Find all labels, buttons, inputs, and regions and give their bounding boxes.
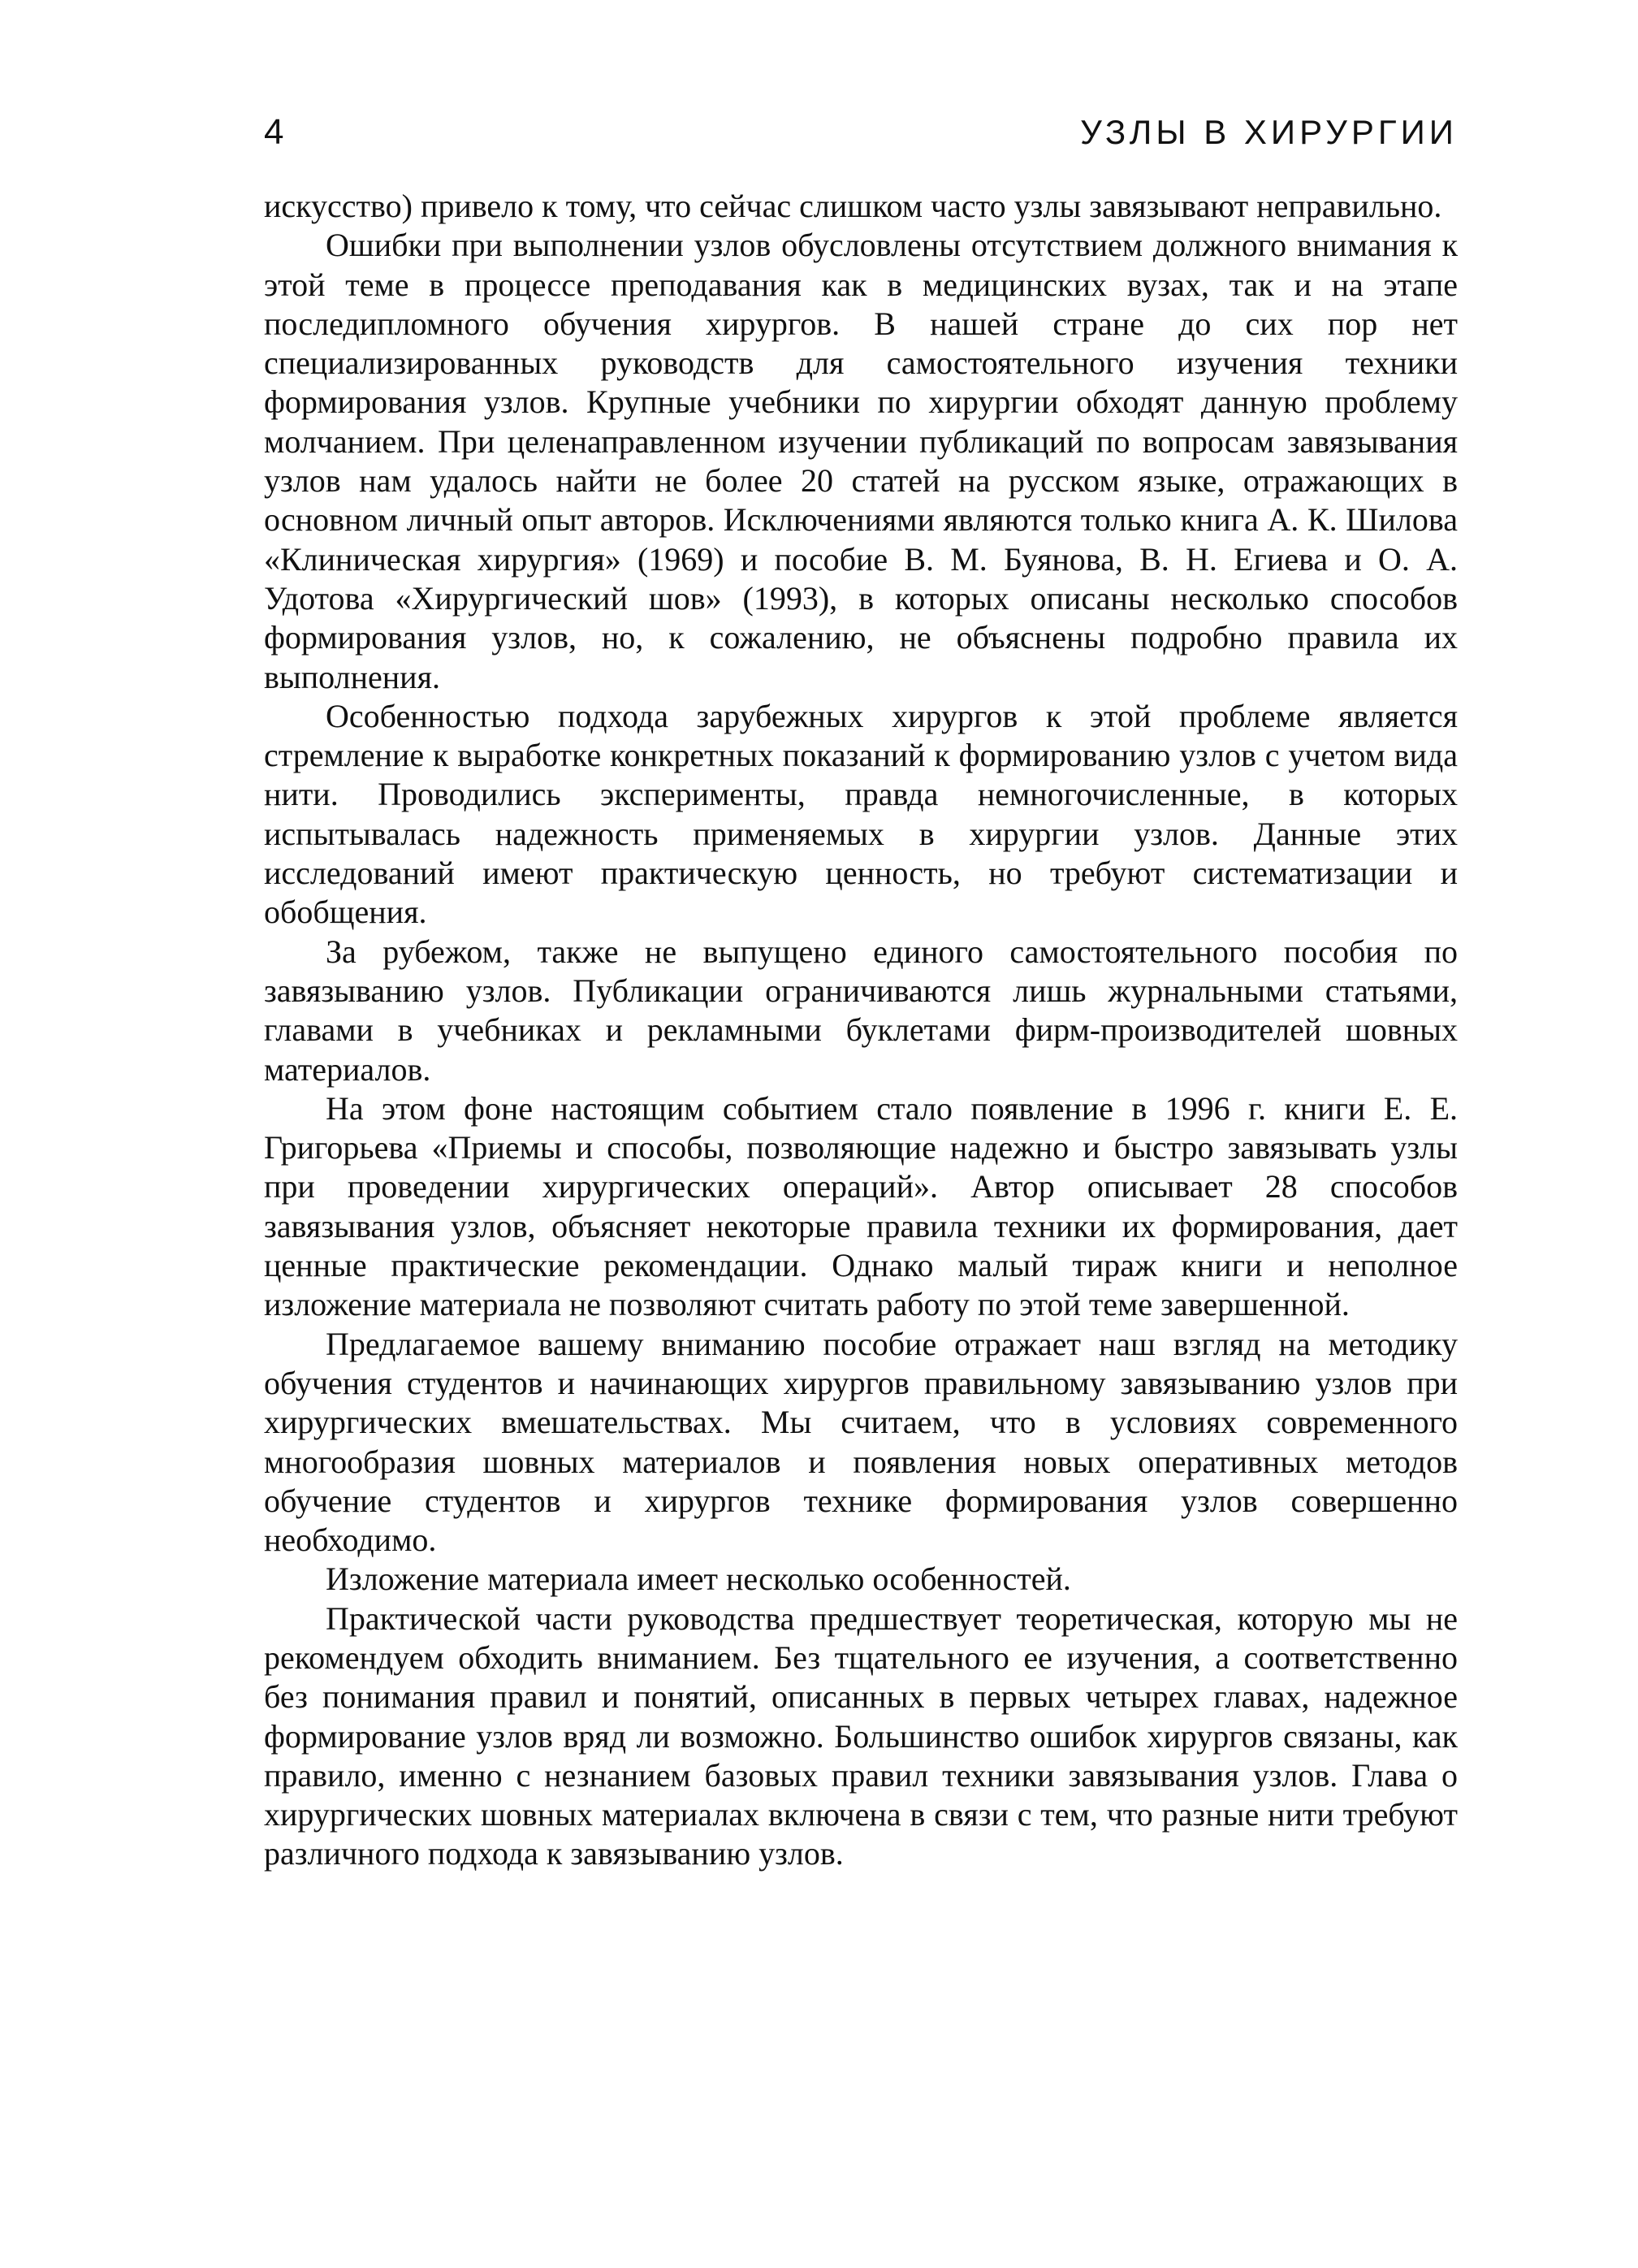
paragraph-continuation: искусство) привело к тому, что сейчас слишком часто узлы завязывают неправильно. <box>264 188 1442 224</box>
paragraph-foreign-publications: За рубежом, также не выпущено единого самостоятельного пособия по завязыванию узлов. Публикации ограничиваются лишь журнальными статьями, главами в учебниках и рекламными буклетами фирм-производителей шовных материалов. <box>264 933 1458 1088</box>
running-head <box>264 104 1458 161</box>
page-number: 4 <box>264 112 284 152</box>
paragraph-knot-errors: Ошибки при выполнении узлов обусловлены отсутствием должного внимания к этой теме в процессе преподавания как в медицинских вузах, так и на этапе последипломного обучения хирургов. В нашей стране до сих пор нет специализированных руководств для самостоятельного изучения техники формирования узлов. Крупные учебники по хирургии обходят данную проблему молчанием. При целенаправленном изучении публикаций по вопросам завязывания узлов нам удалось найти не более 20 статей на русском языке, отражающих в основном личный опыт авторов. Исключениями являются только книга А. К. Шилова «Клиническая хирургия» (1969) и пособие В. М. Буянова, В. Н. Егиева и О. А. Удотова «Хирургический шов» (1993), в которых описаны несколько способов формирования узлов, но, к сожалению, не объяснены подробно правила их выполнения. <box>264 227 1458 695</box>
paragraph-foreign-approach: Особенностью подхода зарубежных хирургов к этой проблеме является стремление к выработке конкретных показаний к формированию узлов с учетом вида нити. Проводились эксперименты, правда немногочисленные, в которых испытывалась надежность применяемых в хирургии узлов. Данные этих исследований имеют практическую ценность, но требуют систематизации и обобщения. <box>264 697 1458 931</box>
paragraph-theory-first: Практической части руководства предшествует теоретическая, которую мы не рекомендуем обходить вниманием. Без тщательного ее изучения, а соответственно без понимания правил и понятий, описанных в первых четырех главах, надежное формирование узлов вряд ли возможно. Большинство ошибок хирургов связаны, как правило, именно с незнанием базовых правил техники завязывания узлов. Глава о хирургических шовных материалах включена в связи с тем, что разные нити требуют различного подхода к завязыванию узлов. <box>264 1599 1458 1872</box>
paragraph-this-manual: Предлагаемое вашему вниманию пособие отражает наш взгляд на методику обучения студентов и начинающих хирургов правильному завязыванию узлов при хирургических вмешательствах. Мы считаем, что в условиях современного многообразия шовных материалов и появления новых оперативных методов обучение студентов и хирургов технике формирования узлов совершенно необходимо. <box>264 1325 1458 1559</box>
paragraph-features: Изложение материала имеет несколько особенностей. <box>326 1560 1071 1598</box>
paragraph-grigoriev-book: На этом фоне настоящим событием стало появление в 1996 г. книги Е. Е. Григорьева «Приемы и способы, позволяющие надежно и быстро завязывать узлы при проведении хирургических операций». Автор описывает 28 способов завязывания узлов, объясняет некоторые правила техники их формирования, дает ценные практические рекомендации. Однако малый тираж книги и неполное изложение материала не позволяют считать работу по этой теме завершенной. <box>264 1089 1458 1323</box>
body-text <box>264 187 1458 1874</box>
running-title: УЗЛЫ В ХИРУРГИИ <box>1080 113 1458 151</box>
